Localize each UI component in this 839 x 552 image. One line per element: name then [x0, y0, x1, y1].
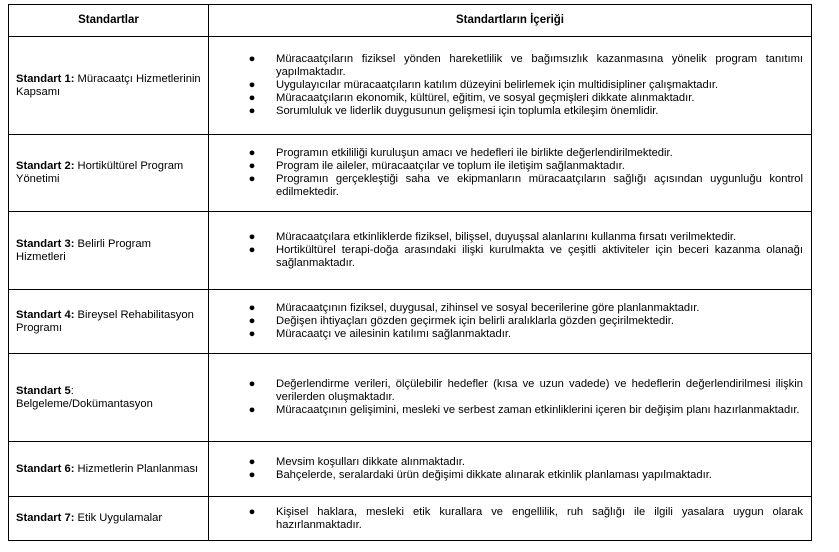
table-row-standard-7	[9, 497, 812, 541]
standard-content-cell	[209, 497, 812, 541]
bullet-icon: ●	[248, 404, 256, 416]
list-item: ● Müracaatçının fiziksel, duygusal, zihinsel ve sosyal becerilerine göre planlanmaktadır.	[248, 302, 700, 314]
standard-number: Standart 4:	[16, 308, 75, 321]
bullet-icon: ●	[248, 378, 256, 390]
standard-content-cell	[209, 212, 812, 290]
list-item: ● Programın gerçekleştiği saha ve ekipmanların müracaatçıların sağlığı açısından uygunluğu kontrol edilmektedir.	[248, 173, 803, 198]
list-item: ● Müracaatçının gelişimini, mesleki ve serbest zaman etkinliklerini içeren bir değişim planı hazırlanmaktadır.	[248, 404, 800, 416]
standard-name-cell	[9, 497, 209, 541]
standards-table	[8, 4, 812, 541]
bullet-icon: ●	[248, 328, 256, 340]
list-item: ● Müracaatçıların ekonomik, kültürel, eğitim, ve sosyal geçmişleri dikkate alınmaktadır.	[248, 92, 695, 104]
bullet-icon: ●	[248, 456, 256, 468]
list-item: ● Hortikültürel terapi-doğa arasındaki ilişki kurulmakta ve çeşitli aktiviteler için beceri kazanma olanağı sağlanmaktadır.	[248, 244, 803, 269]
standard-name-cell	[9, 290, 209, 354]
table-row-standard-6	[9, 442, 812, 497]
standard-number: Standart 7:	[16, 512, 75, 524]
bullet-icon: ●	[248, 315, 256, 327]
table-row-standard-2	[9, 135, 812, 212]
standard-title: : Belgeleme/Dokümantasyon	[16, 384, 153, 410]
header-standards: Standartlar	[9, 5, 209, 37]
content-list	[209, 231, 803, 270]
standard-number: Standart 5	[16, 384, 71, 397]
bullet-icon: ●	[248, 147, 256, 159]
content-list	[209, 506, 803, 532]
bullet-icon: ●	[248, 53, 256, 65]
table-row-standard-3	[9, 212, 812, 290]
standard-content-cell	[209, 37, 812, 135]
table-row-standard-5	[9, 354, 812, 442]
standard-name-cell	[9, 135, 209, 212]
list-item: ● Uygulayıcılar müracaatçıların katılım düzeyini belirlemek için multidisipliner çalışmaktadır.	[248, 79, 719, 91]
standard-title: Müracaatçı Hizmetlerinin Kapsamı	[16, 72, 201, 98]
standard-title: Etik Uygulamalar	[74, 512, 163, 524]
list-item: ● Değerlendirme verileri, ölçülebilir hedefler (kısa ve uzun vadede) ve hedeflerin değerlendirilmesi ilişkin verilerden oluşmaktadır.	[248, 378, 803, 403]
standard-content-cell	[209, 290, 812, 354]
standard-name-cell	[9, 442, 209, 497]
list-item: ● Müracaatçı ve ailesinin katılımı sağlanmaktadır.	[248, 328, 512, 340]
standard-content-cell	[209, 354, 812, 442]
standard-content-cell	[209, 442, 812, 497]
list-item: ● Programın etkililiği kuruluşun amacı ve hedefleri ile birlikte değerlendirilmektedir.	[248, 147, 673, 159]
bullet-icon: ●	[248, 469, 256, 481]
bullet-icon: ●	[248, 79, 256, 91]
list-item: ● Mevsim koşulları dikkate alınmaktadır.	[248, 456, 466, 468]
bullet-icon: ●	[248, 105, 256, 117]
standard-title: Hizmetlerin Planlanması	[74, 462, 199, 475]
standard-content-cell	[209, 135, 812, 212]
standard-number: Standart 1:	[16, 72, 75, 85]
bullet-icon: ●	[248, 92, 256, 104]
list-item: ● Kişisel haklara, mesleki etik kurallara ve engellilik, ruh sağlığı ile ilgili yasalara uygun olarak hazırlanmaktadır.	[248, 505, 803, 531]
list-item: ● Müracaatçılara etkinliklerde fiziksel, bilişsel, duyuşsal alanlarını kullanma fırsatı verilmektedir.	[248, 231, 737, 243]
standard-title: Belirli Program Hizmetleri	[16, 237, 151, 263]
content-list	[209, 302, 803, 341]
standard-name-cell	[9, 37, 209, 135]
list-item: ● Değişen ihtiyaçları gözden geçirmek için belirli aralıklarla gözden geçirilmektedir.	[248, 315, 674, 327]
standard-number: Standart 3:	[16, 237, 75, 250]
standard-name-cell	[9, 354, 209, 442]
list-item: ● Müracaatçıların fiziksel yönden hareketlilik ve bağımsızlık kazanmasına yönelik program tanıtımı yapılmaktadır.	[248, 53, 803, 78]
bullet-icon: ●	[248, 505, 256, 518]
standard-title: Hortikültürel Program Yönetimi	[16, 160, 184, 185]
content-list	[209, 456, 803, 482]
bullet-icon: ●	[248, 302, 256, 314]
bullet-icon: ●	[248, 173, 256, 185]
content-list	[209, 378, 803, 417]
header-contents: Standartların İçeriği	[209, 5, 812, 37]
content-list	[209, 147, 803, 199]
list-item: ● Bahçelerde, seralardaki ürün değişimi dikkate alınarak etkinlik planlaması yapılmaktadır.	[248, 469, 712, 481]
bullet-icon: ●	[248, 160, 256, 172]
header-row	[9, 5, 812, 37]
content-list	[209, 53, 803, 118]
table-row-standard-4	[9, 290, 812, 354]
standard-name-cell	[9, 212, 209, 290]
table-row-standard-1	[9, 37, 812, 135]
bullet-icon: ●	[248, 244, 256, 256]
bullet-icon: ●	[248, 231, 256, 243]
list-item: ● Program ile aileler, müracaatçılar ve toplum ile iletişim sağlanmaktadır.	[248, 160, 625, 172]
list-item: ● Sorumluluk ve liderlik duygusunun gelişmesi için toplumla etkileşim önemlidir.	[248, 105, 659, 117]
standard-title: Bireysel Rehabilitasyon Programı	[16, 308, 194, 334]
standard-number: Standart 6:	[16, 462, 75, 475]
standard-number: Standart 2:	[16, 160, 75, 172]
